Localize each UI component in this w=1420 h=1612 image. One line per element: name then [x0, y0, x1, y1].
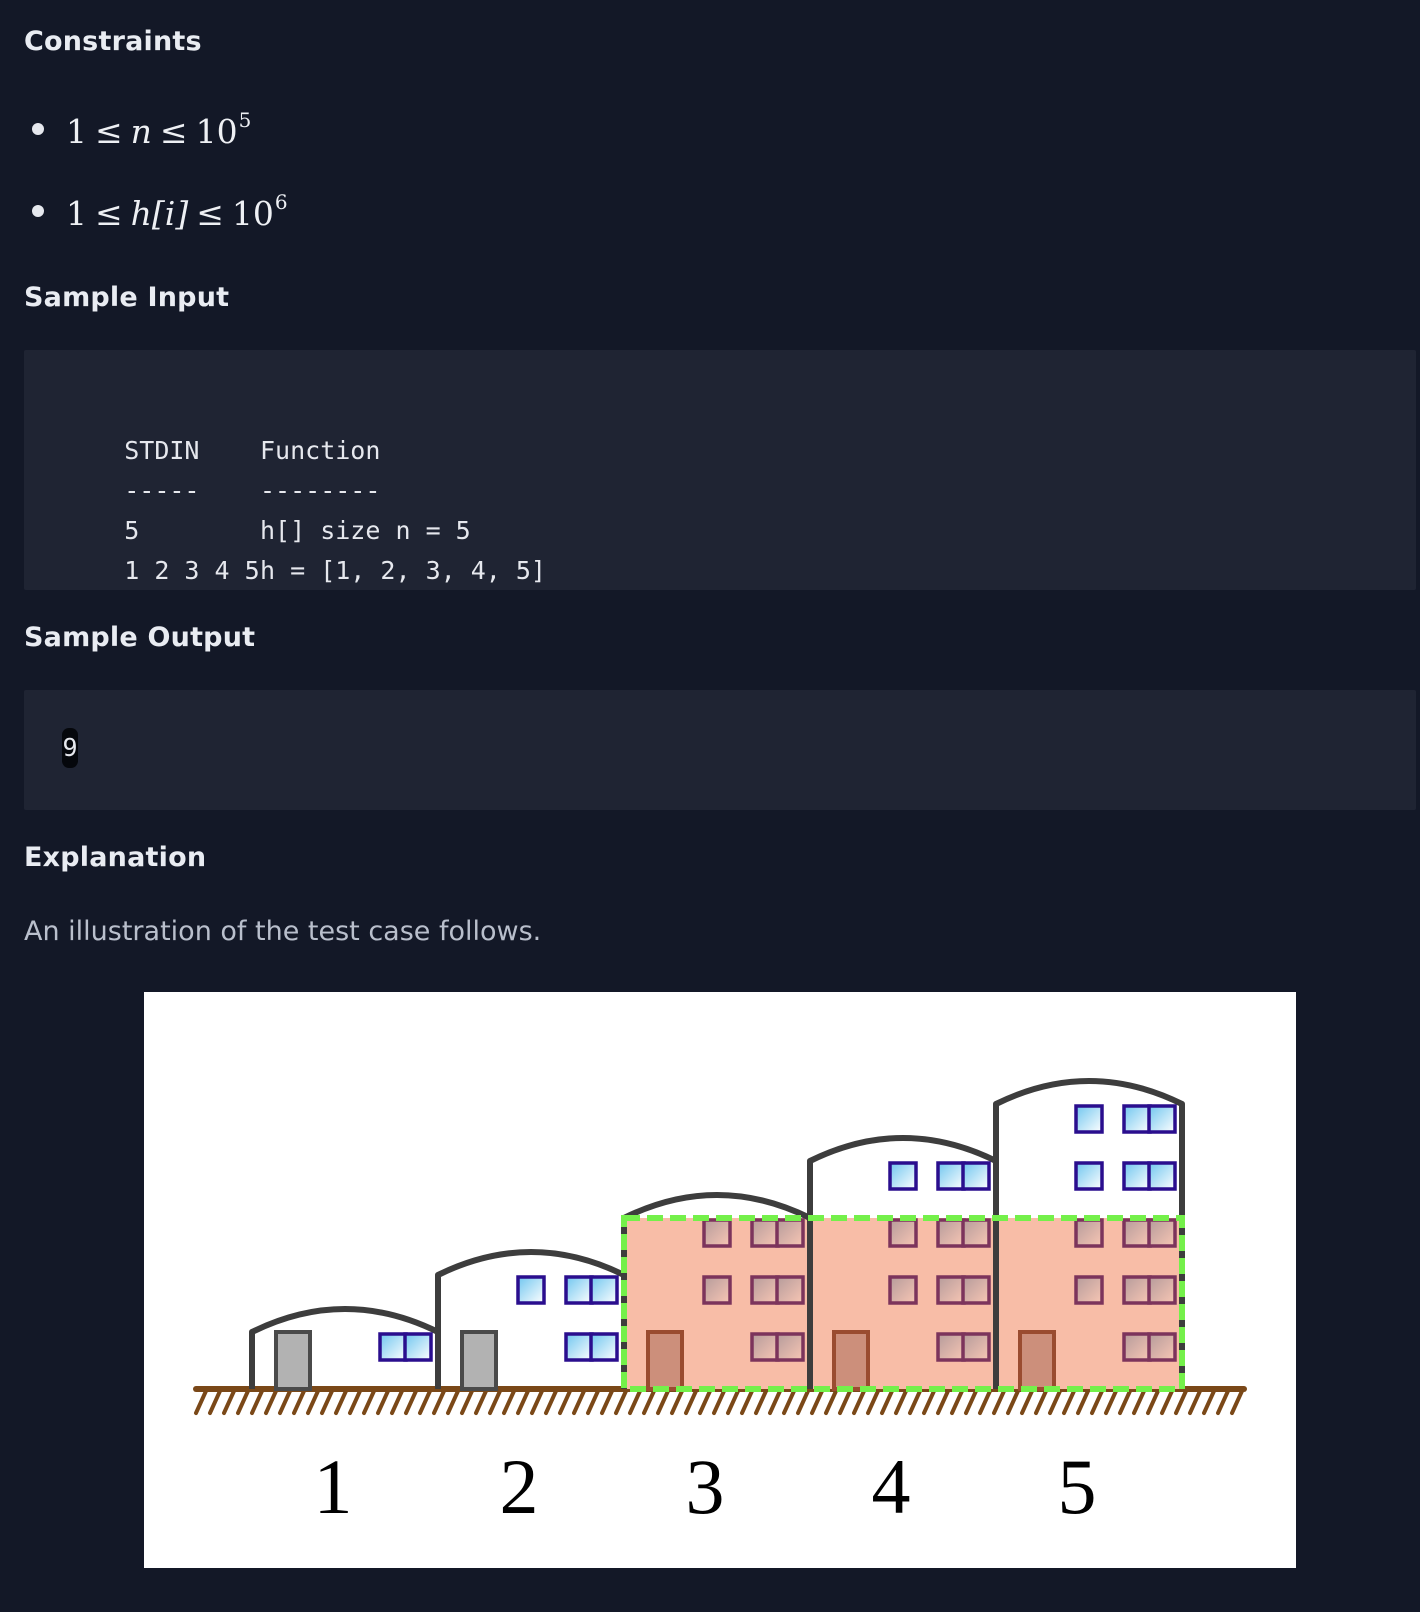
ground-hatch — [196, 1391, 206, 1413]
ground-hatch — [980, 1391, 990, 1413]
ground-hatch — [602, 1391, 612, 1413]
window-icon — [1149, 1106, 1175, 1132]
window-icon — [963, 1220, 989, 1246]
ground-hatch — [938, 1391, 948, 1413]
ground-hatch — [588, 1391, 598, 1413]
window-icon — [1124, 1106, 1150, 1132]
ground-hatch — [826, 1391, 836, 1413]
ground-hatch — [532, 1391, 542, 1413]
ground-hatch — [1064, 1391, 1074, 1413]
building-label: 3 — [685, 1443, 725, 1530]
ground-hatch — [910, 1391, 920, 1413]
ground-hatch — [1078, 1391, 1088, 1413]
ground-hatch — [1134, 1391, 1144, 1413]
ground-hatch — [770, 1391, 780, 1413]
ground — [196, 1389, 1244, 1413]
constraint-n-variable: n — [130, 111, 152, 151]
ground-hatch — [1176, 1391, 1186, 1413]
window-icon — [752, 1220, 778, 1246]
function-divider: -------- — [260, 476, 381, 505]
window-icon — [963, 1277, 989, 1303]
window-icon — [591, 1334, 617, 1360]
building-2 — [438, 1252, 624, 1389]
ground-hatch — [434, 1391, 444, 1413]
ground-hatch — [504, 1391, 514, 1413]
ground-hatch — [700, 1391, 710, 1413]
window-icon — [938, 1163, 964, 1189]
ground-hatch — [1106, 1391, 1116, 1413]
ground-hatch — [448, 1391, 458, 1413]
constraint-n-expression: $1 \le n \le 10^5$ — [66, 107, 252, 151]
ground-hatch — [462, 1391, 472, 1413]
ground-hatch — [1120, 1391, 1130, 1413]
ground-hatch — [1022, 1391, 1032, 1413]
output-value: 9 — [62, 728, 78, 768]
window-icon — [518, 1277, 544, 1303]
window-icon — [1076, 1163, 1102, 1189]
ground-hatch — [616, 1391, 626, 1413]
window-icon — [1076, 1220, 1102, 1246]
ground-hatch — [882, 1391, 892, 1413]
window-icon — [1149, 1334, 1175, 1360]
ground-hatch — [1190, 1391, 1200, 1413]
ground-hatch — [728, 1391, 738, 1413]
ground-hatch — [714, 1391, 724, 1413]
building-label: 1 — [313, 1443, 353, 1530]
ground-hatch — [420, 1391, 430, 1413]
stdin-value: 1 2 3 4 5 — [124, 556, 260, 585]
building-1 — [252, 1309, 438, 1389]
window-icon — [405, 1334, 431, 1360]
constraint-n-exponent: 5 — [238, 107, 252, 132]
window-icon — [777, 1277, 803, 1303]
ground-hatch — [252, 1391, 262, 1413]
ground-hatch — [840, 1391, 850, 1413]
window-icon — [963, 1334, 989, 1360]
window-icon — [938, 1277, 964, 1303]
sample-output-block[interactable] — [24, 690, 1416, 810]
ground-hatch — [924, 1391, 934, 1413]
ground-hatch — [364, 1391, 374, 1413]
constraint-h — [24, 170, 288, 252]
ground-hatch — [966, 1391, 976, 1413]
ground-hatch — [798, 1391, 808, 1413]
constraint-n-lower: 1 — [66, 111, 87, 151]
ground-hatch — [266, 1391, 276, 1413]
constraint-h-exponent: 6 — [274, 189, 288, 214]
ground-hatch — [896, 1391, 906, 1413]
building-label: 2 — [499, 1443, 539, 1530]
window-icon — [777, 1220, 803, 1246]
window-icon — [1124, 1334, 1150, 1360]
ground-hatch — [994, 1391, 1004, 1413]
window-icon — [938, 1334, 964, 1360]
window-icon — [380, 1334, 406, 1360]
constraint-h-variable: h[i] — [130, 193, 189, 233]
ground-hatch — [308, 1391, 318, 1413]
sample-input-heading: Sample Input — [24, 282, 230, 313]
window-icon — [752, 1334, 778, 1360]
window-icon — [1124, 1220, 1150, 1246]
window-icon — [704, 1220, 730, 1246]
ground-hatch — [350, 1391, 360, 1413]
constraint-h-base: 10 — [231, 193, 274, 233]
test-case-illustration — [144, 992, 1296, 1568]
ground-hatch — [518, 1391, 528, 1413]
ground-hatch — [406, 1391, 416, 1413]
function-header: Function — [260, 436, 381, 465]
constraint-n — [24, 88, 288, 170]
window-icon — [591, 1277, 617, 1303]
function-value: h[] size n = 5 — [260, 516, 471, 545]
sample-input-block[interactable] — [24, 350, 1416, 590]
ground-hatch — [952, 1391, 962, 1413]
ground-hatch — [238, 1391, 248, 1413]
bullet-icon — [32, 205, 44, 217]
constraint-h-expression: $1 \le h[i] \le 10^6$ — [66, 189, 288, 233]
ground-hatch — [490, 1391, 500, 1413]
ground-hatch — [294, 1391, 304, 1413]
building-label: 4 — [871, 1443, 911, 1530]
ground-hatch — [756, 1391, 766, 1413]
window-icon — [566, 1334, 592, 1360]
buildings — [252, 1081, 1182, 1389]
ground-hatch — [1218, 1391, 1228, 1413]
window-icon — [1124, 1277, 1150, 1303]
ground-hatch — [1162, 1391, 1172, 1413]
ground-hatch — [336, 1391, 346, 1413]
ground-hatch — [644, 1391, 654, 1413]
constraints-list — [24, 88, 288, 252]
ground-hatch — [868, 1391, 878, 1413]
door-icon — [834, 1332, 868, 1389]
stdin-header: STDIN — [124, 436, 200, 465]
stdin-divider: ----- — [124, 476, 200, 505]
door-icon — [276, 1332, 310, 1389]
ground-hatch — [322, 1391, 332, 1413]
explanation-text: An illustration of the test case follows. — [24, 916, 542, 947]
window-icon — [890, 1220, 916, 1246]
ground-hatch — [1232, 1391, 1242, 1413]
window-icon — [890, 1277, 916, 1303]
stdin-value: 5 — [124, 516, 140, 545]
ground-hatch — [210, 1391, 220, 1413]
ground-hatch — [854, 1391, 864, 1413]
ground-hatch — [686, 1391, 696, 1413]
ground-hatch — [224, 1391, 234, 1413]
ground-hatch — [812, 1391, 822, 1413]
window-icon — [704, 1277, 730, 1303]
ground-hatch — [784, 1391, 794, 1413]
window-icon — [1124, 1163, 1150, 1189]
explanation-heading: Explanation — [24, 842, 207, 873]
function-value: h = [1, 2, 3, 4, 5] — [260, 556, 546, 585]
ground-hatch — [378, 1391, 388, 1413]
ground-hatch — [1050, 1391, 1060, 1413]
constraint-n-base: 10 — [195, 111, 238, 151]
ground-hatch — [742, 1391, 752, 1413]
constraint-h-lower: 1 — [66, 193, 87, 233]
ground-hatch — [546, 1391, 556, 1413]
window-icon — [938, 1220, 964, 1246]
ground-hatch — [1204, 1391, 1214, 1413]
window-icon — [963, 1163, 989, 1189]
window-icon — [566, 1277, 592, 1303]
bullet-icon — [32, 123, 44, 135]
ground-hatch — [1036, 1391, 1046, 1413]
window-icon — [890, 1163, 916, 1189]
window-icon — [1149, 1277, 1175, 1303]
ground-hatch — [1148, 1391, 1158, 1413]
ground-hatch — [1008, 1391, 1018, 1413]
ground-hatch — [560, 1391, 570, 1413]
ground-hatch — [574, 1391, 584, 1413]
building-labels — [314, 1443, 1097, 1530]
ground-hatch — [1092, 1391, 1102, 1413]
window-icon — [777, 1334, 803, 1360]
building-label: 5 — [1057, 1443, 1097, 1530]
window-icon — [1076, 1106, 1102, 1132]
window-icon — [1149, 1220, 1175, 1246]
ground-hatch — [630, 1391, 640, 1413]
ground-hatch — [392, 1391, 402, 1413]
ground-hatch — [658, 1391, 668, 1413]
ground-hatch — [672, 1391, 682, 1413]
ground-hatch — [280, 1391, 290, 1413]
door-icon — [648, 1332, 682, 1389]
window-icon — [1149, 1163, 1175, 1189]
constraints-heading: Constraints — [24, 26, 202, 57]
buildings-figure — [144, 992, 1296, 1568]
sample-output-heading: Sample Output — [24, 622, 256, 653]
ground-hatch — [476, 1391, 486, 1413]
door-icon — [462, 1332, 496, 1389]
window-icon — [1076, 1277, 1102, 1303]
door-icon — [1020, 1332, 1054, 1389]
window-icon — [752, 1277, 778, 1303]
